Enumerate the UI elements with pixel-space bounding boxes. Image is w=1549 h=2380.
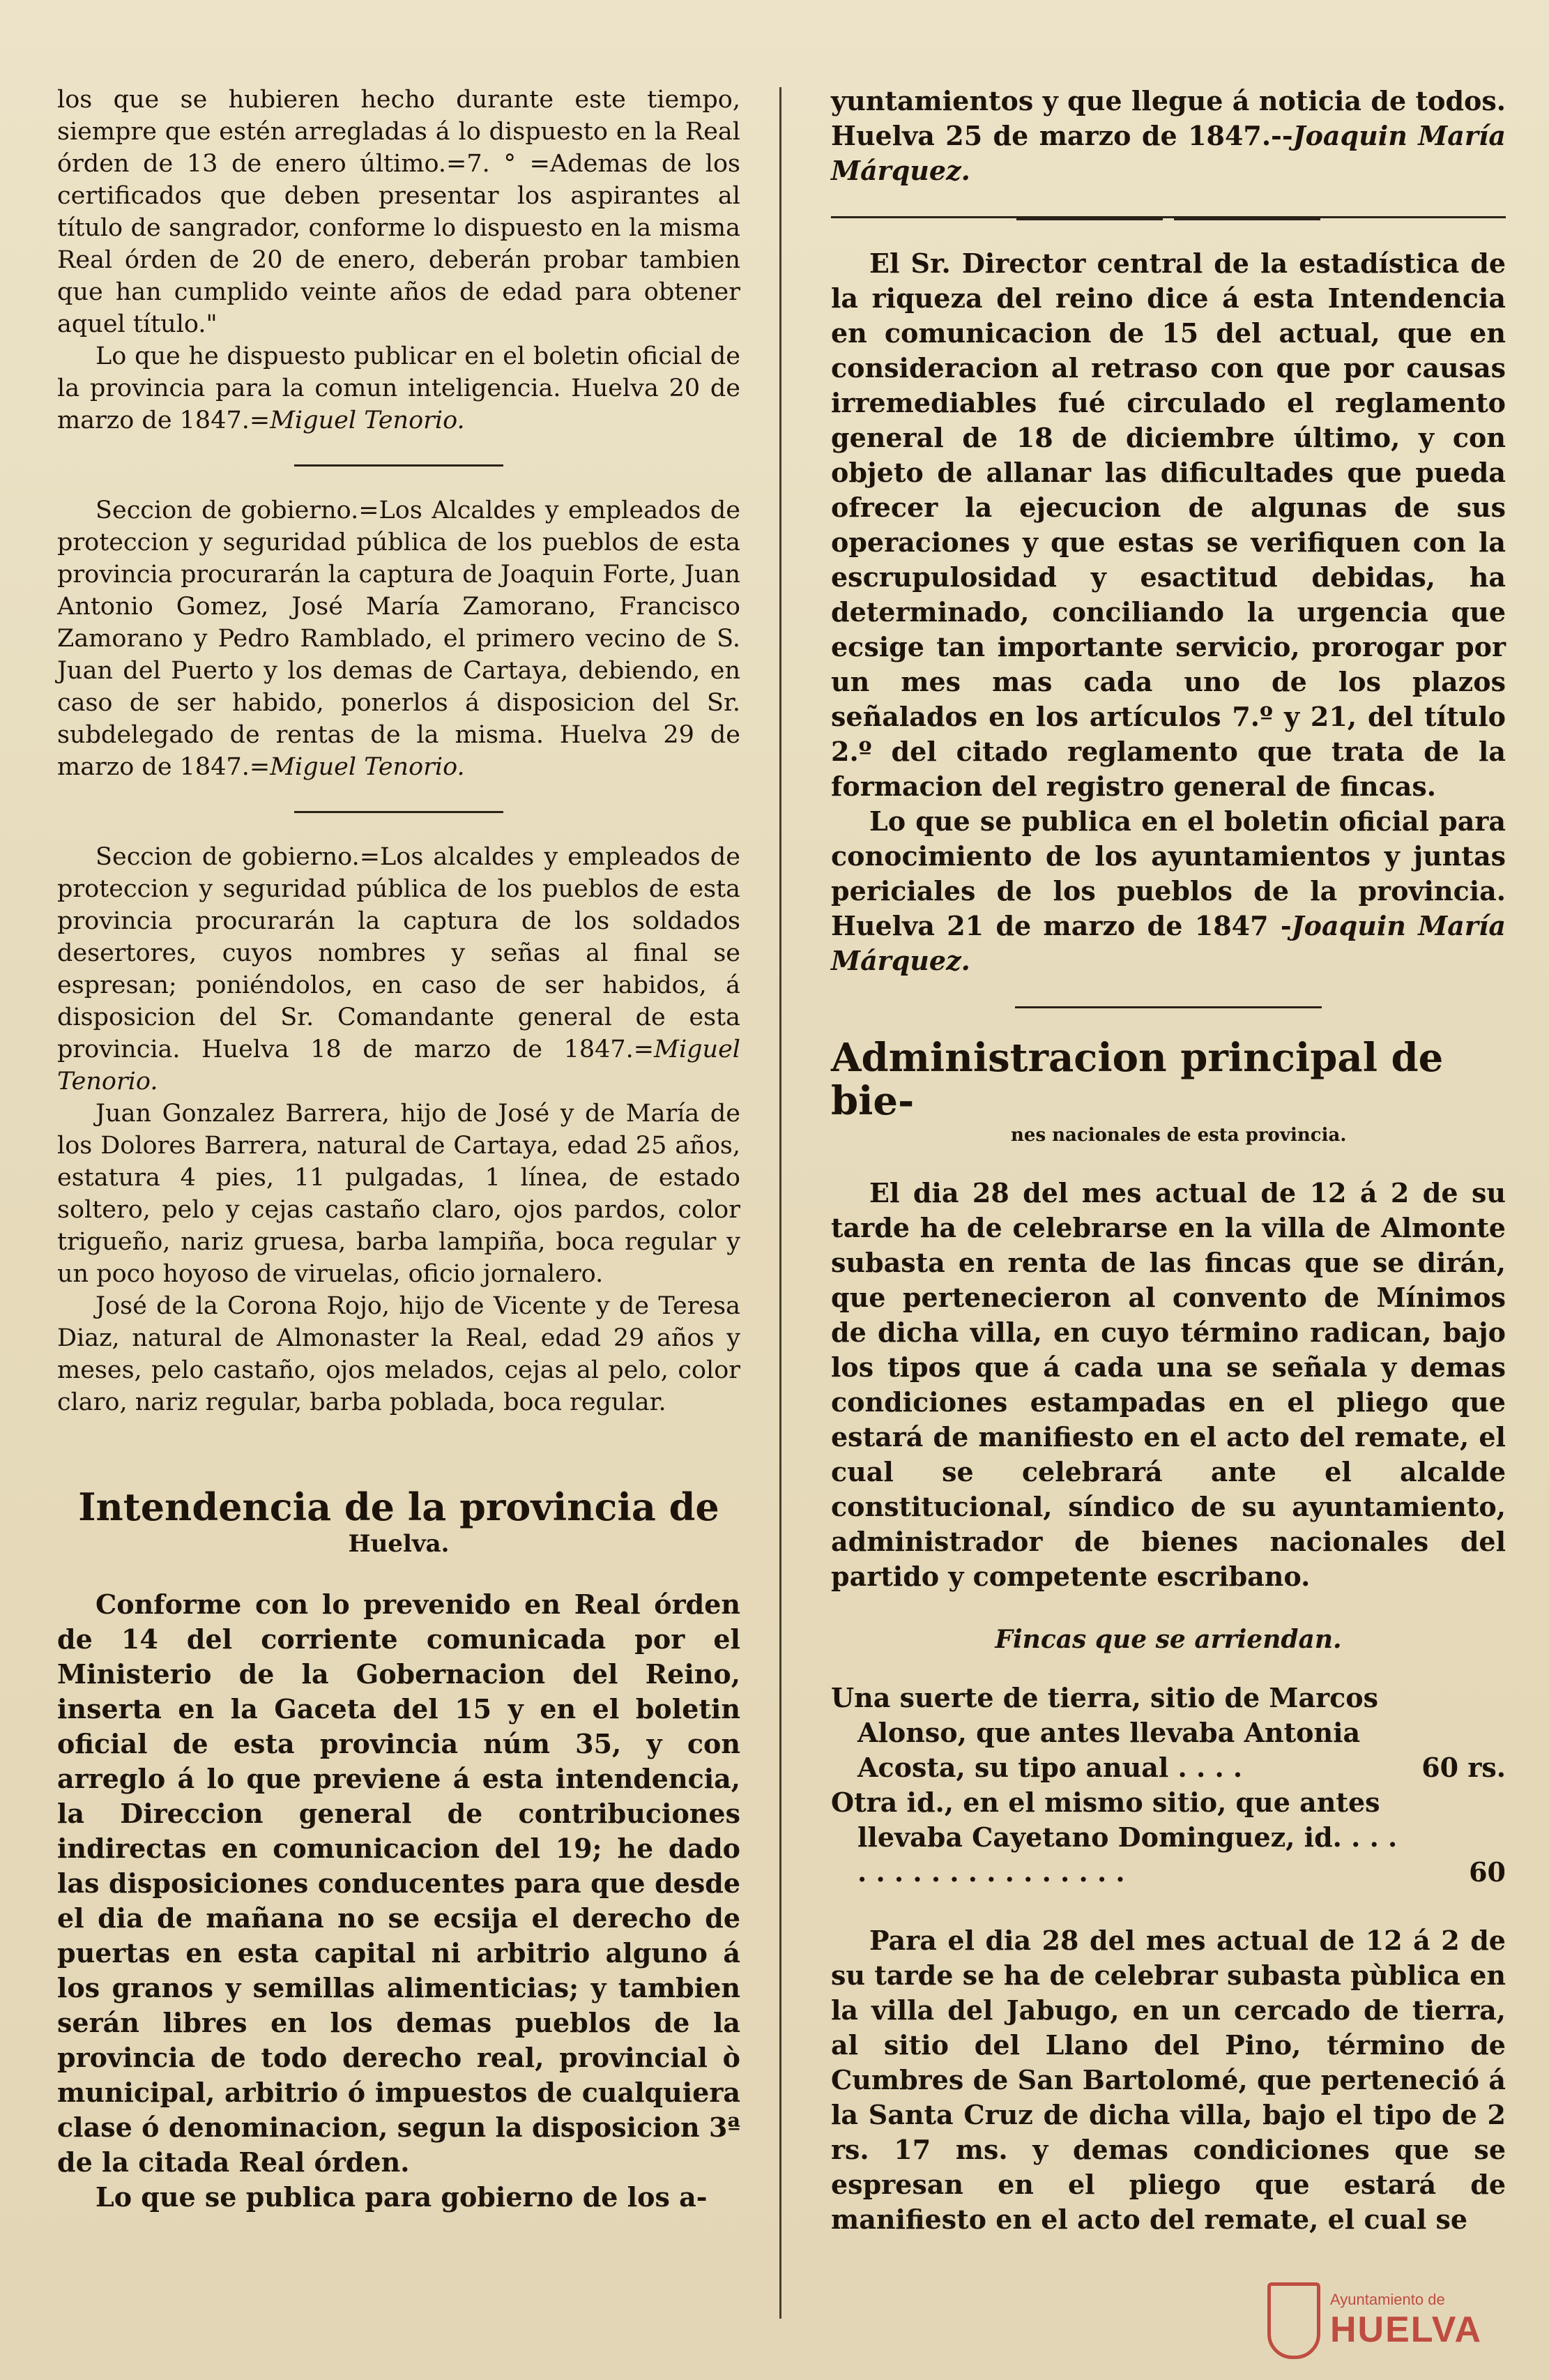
- paragraph-capture-order-1: [57, 494, 740, 783]
- left-column: [57, 84, 740, 2215]
- paragraph-continued: [831, 84, 1506, 188]
- finca-price: 60: [1469, 1856, 1506, 1888]
- paragraph-deserter-1: Juan Gonzalez Barrera, hijo de José y de María de los Dolores Barrera, natural de Cartaya, edad 25 años, estatura 4 pies, 11 pulgadas, 1 línea, de estado soltero, pelo y cejas castaño claro, ojos pardos, color trigueño, nariz gruesa, barba lampiña, boca regular y un poco hoyoso de viruelas, oficio jornalero.: [57, 1100, 740, 1288]
- logo-line-2: HUELVA: [1330, 2310, 1483, 2350]
- paragraph-text: yuntamientos y que llegue á noticia de todos. Huelva 25 de marzo de 1847.--: [831, 85, 1506, 151]
- signature: Miguel Tenorio.: [270, 753, 465, 781]
- finca-item: [831, 1681, 1506, 1785]
- paragraph-text: Lo que se publica en el boletin oficial para conocimiento de los ayuntamientos y juntas periciales de los pueblos de la provincia. Huelva 21 de marzo de 1847 -: [831, 805, 1506, 941]
- finca-price: 60 rs.: [1421, 1752, 1506, 1783]
- signature: Joaquin María Márquez.: [831, 120, 1506, 186]
- paragraph-capture-order-2: [57, 841, 740, 1098]
- paragraph-publication-notice: [831, 804, 1506, 978]
- right-column: [831, 84, 1506, 2237]
- paragraph-estadistica: El Sr. Director central de la estadística de la riqueza del reino dice á esta Intendencia en comunicacion de 15 del actual, que en consideracion al retraso con que por causas irremediables fué circulado el reglamento general de 18 de diciembre último, y con objeto de allanar las dificultades que pueda ofrecer la ejecucion de algunas de sus operaciones y que estas se verifiquen con la escrupulosidad y esactitud debidas, ha determinado, conciliando la urgencia que ecsige tan importante servicio, prorogar por un mes mas cada uno de los plazos señalados en los artículos 7.º y 21, del título 2.º del citado reglamento que trata de la formacion del registro general de fincas.: [831, 248, 1506, 802]
- logo-text: [1330, 2291, 1482, 2351]
- paragraph-subasta-almonte: El dia 28 del mes actual de 12 á 2 de su tarde ha de celebrarse en la villa de Almonte subasta en renta de las fincas que se dirán, que pertenecieron al convento de Mínimos de dicha villa, en cuyo término radican, bajo los tipos que á cada una se señala y demas condiciones estampadas en el pliego que estará de manifiesto en el acto del remate, el cual se celebrará ante el alcalde constitucional, síndico de su ayuntamiento, administrador de bienes nacionales del partido y competente escribano.: [831, 1177, 1506, 1592]
- paragraph-publication-notice: [57, 340, 740, 437]
- finca-description: Otra id., en el mismo sitio, que antes llevaba Cayetano Dominguez, id. . . . . . . . . . . . . . . . . . .: [831, 1787, 1398, 1888]
- finca-description: Una suerte de tierra, sitio de Marcos Alonso, que antes llevaba Antonia Acosta, su tipo anual . . . .: [831, 1682, 1379, 1783]
- paragraph-continuation: Lo que se publica para gobierno de los a-: [96, 2181, 708, 2213]
- column-divider: [779, 87, 781, 2319]
- fincas-title: Fincas que se arriendan.: [995, 1625, 1342, 1654]
- spacer: [57, 1452, 740, 1485]
- signature: Miguel Tenorio.: [57, 1036, 740, 1096]
- paragraph-text: Seccion de gobierno.=Los alcaldes y empleados de proteccion y seguridad pública de los pueblos de esta provincia procurarán la captura de los soldados desertores, cuyos nombres y señas al final se espresan; poniéndolos, en caso de ser habidos, á disposicion del Sr. Comandante general de esta provincia. Huelva 18 de marzo de 1847.=: [57, 843, 740, 1063]
- divider: [294, 811, 503, 813]
- divider: [1015, 1006, 1322, 1008]
- paragraph-intendencia: Conforme con lo prevenido en Real órden de 14 del corriente comunicada por el Ministerio de la Gobernacion del Reino, inserta en la Gaceta del 15 y en el boletin oficial de esta provincia núm 35, y con arreglo á lo que previene á esta intendencia, la Direccion general de contribuciones indirectas en comunicacion del 19; he dado las disposiciones conducentes para que desde el dia de mañana no se ecsija el derecho de puertas en esta capital ni arbitrio alguno á los granos y semillas alimenticias; y tambien serán libres en los demas pueblos de la provincia de todo derecho real, provincial ò municipal, arbitrio ó impuestos de cualquiera clase ó denominacion, segun la disposicion 3ª de la citada Real órden.: [57, 1589, 740, 2178]
- section-heading-sub: nes nacionales de esta provincia.: [1011, 1125, 1347, 1146]
- paragraph-text: Seccion de gobierno.=Los Alcaldes y empleados de proteccion y seguridad pública de los pueblos de esta provincia procurarán la captura de Joaquin Forte, Juan Antonio Gomez, José María Zamorano, Francisco Zamorano y Pedro Ramblado, el primero vecino de S. Juan del Puerto y los demas de Cartaya, debiendo, en caso de ser habido, ponerlos á disposicion del Sr. subdelegado de rentas de la misma. Huelva 29 de marzo de 1847.=: [57, 497, 740, 781]
- divider: [831, 216, 1506, 218]
- paragraph-deserter-2: José de la Corona Rojo, hijo de Vicente y de Teresa Diaz, natural de Almonaster la Real, edad 29 años y meses, pelo castaño, ojos melados, cejas al pelo, color claro, nariz regular, barba poblada, boca regular.: [57, 1292, 740, 1416]
- signature: Joaquin María Márquez.: [831, 910, 1506, 976]
- logo-line-1: Ayuntamiento de: [1330, 2291, 1445, 2308]
- coat-of-arms-icon: [1267, 2282, 1320, 2359]
- paragraph-subasta-jabugo: Para el dia 28 del mes actual de 12 á 2 de su tarde se ha de celebrar subasta pùblica en la villa del Jabugo, en un cercado de tierra, al sitio del Llano del Pino, término de Cumbres de San Bartolomé, que perteneció á la Santa Cruz de dicha villa, bajo el tipo de 2 rs. 17 ms. y demas condiciones que se espresan en el pliego que estará de manifiesto en el acto del remate, el cual se: [831, 1925, 1506, 2235]
- section-heading-sub: Huelva.: [348, 1530, 450, 1558]
- section-heading: Administracion principal de bie-: [831, 1035, 1444, 1124]
- spacer: [57, 1418, 740, 1452]
- paragraph-sangrador-rules: los que se hubieren hecho durante este tiempo, siempre que estén arregladas á lo dispuesto en la Real órden de 13 de enero último.=7. ° =Ademas de los certificados que deben presentar los aspirantes al título de sangrador, conforme lo dispuesto en la misma Real órden de 20 de enero, deberán probar tambien que han cumplido veinte años de edad para obtener aquel título.": [57, 86, 740, 338]
- finca-item: [831, 1785, 1506, 1890]
- spacer: [831, 1890, 1506, 1923]
- section-heading: Intendencia de la provincia de: [78, 1485, 719, 1529]
- paragraph-text: Lo que he dispuesto publicar en el boletin oficial de la provincia para la comun inteligencia. Huelva 20 de marzo de 1847.=: [57, 342, 740, 434]
- signature: Miguel Tenorio.: [270, 407, 465, 434]
- huelva-logo: [1267, 2279, 1518, 2363]
- divider: [294, 464, 503, 467]
